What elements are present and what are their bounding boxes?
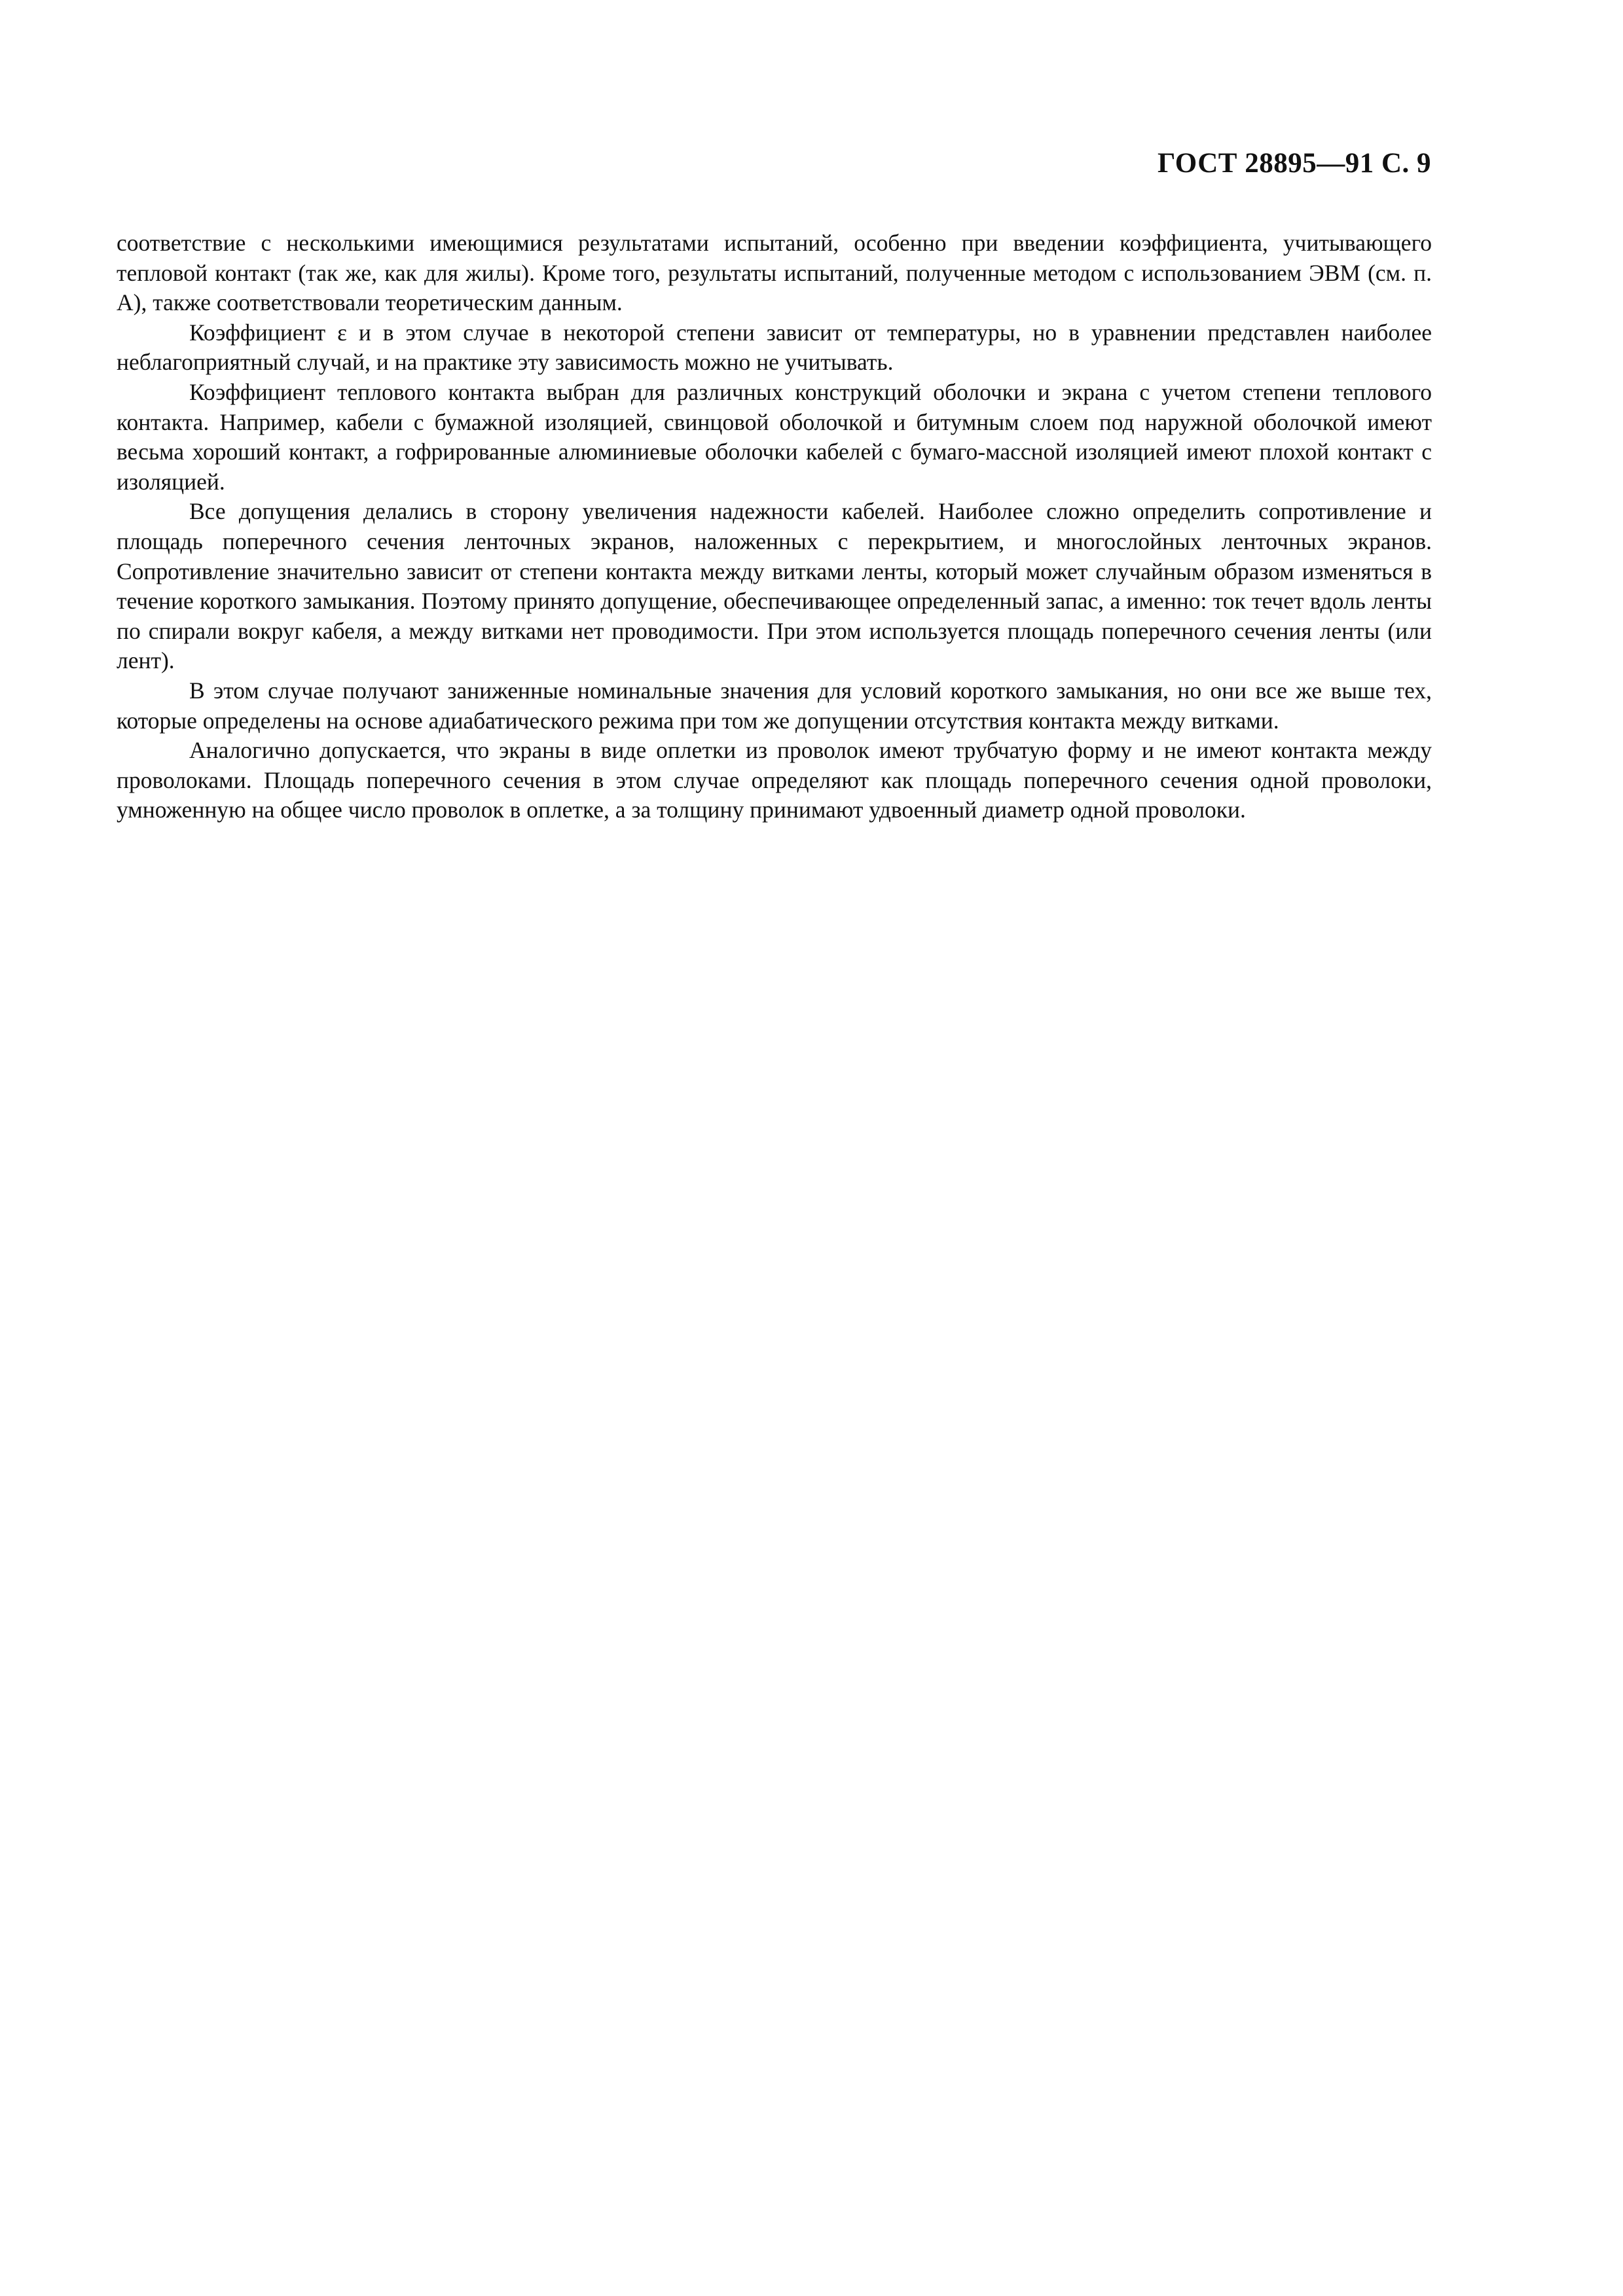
running-header: ГОСТ 28895—91 С. 9	[1157, 148, 1431, 179]
paragraph: Коэффициент ε и в этом случае в некоторой степени зависит от температуры, но в уравнении представлен наиболее неблагоприятный случай, и на практике эту зависимость можно не учитывать.	[117, 319, 1432, 376]
paragraph: Все допущения делались в сторону увеличения надежности кабелей. Наиболее сложно определить сопротивление и площадь поперечного сечения ленточных экранов, наложенных с перекрытием, и многослойных ленточных экранов. Сопротивление значительно зависит от степени контакта между витками ленты, который может случайным образом изменяться в течение короткого замыкания. Поэтому принято допущение, обеспечивающее определенный запас, а именно: ток течет вдоль ленты по спирали вокруг кабеля, а между витками нет проводимости. При этом используется площадь поперечного сечения ленты (или лент).	[117, 498, 1432, 674]
paragraph: В этом случае получают заниженные номинальные значения для условий короткого замыкания, но они все же выше тех, которые определены на основе адиабатического режима при том же допущении отсутствия контакта между витками.	[117, 677, 1432, 734]
paragraph: Аналогично допускается, что экраны в виде оплетки из проволок имеют трубчатую форму и не имеют контакта между проволоками. Площадь поперечного сечения в этом случае определяют как площадь поперечного сечения одной проволоки, умноженную на общее число проволок в оплетке, а за толщину принимают удвоенный диаметр одной проволоки.	[117, 737, 1432, 823]
paragraph: соответствие с несколькими имеющимися результатами испытаний, особенно при введении коэффициента, учитывающего тепловой контакт (так же, как для жилы). Кроме того, результаты испытаний, полученные методом с использованием ЭВМ (см. п. А), также соответствовали теоретическим данным.	[117, 230, 1432, 316]
paragraph: Коэффициент теплового контакта выбран для различных конструкций оболочки и экрана с учетом степени теплового контакта. Например, кабели с бумажной изоляцией, свинцовой оболочкой и битумным слоем под наружной оболочкой имеют весьма хороший контакт, а гофрированные алюминиевые оболочки кабелей с бумаго-массной изоляцией имеют плохой контакт с изоляцией.	[117, 378, 1432, 495]
body-text	[117, 228, 1432, 825]
